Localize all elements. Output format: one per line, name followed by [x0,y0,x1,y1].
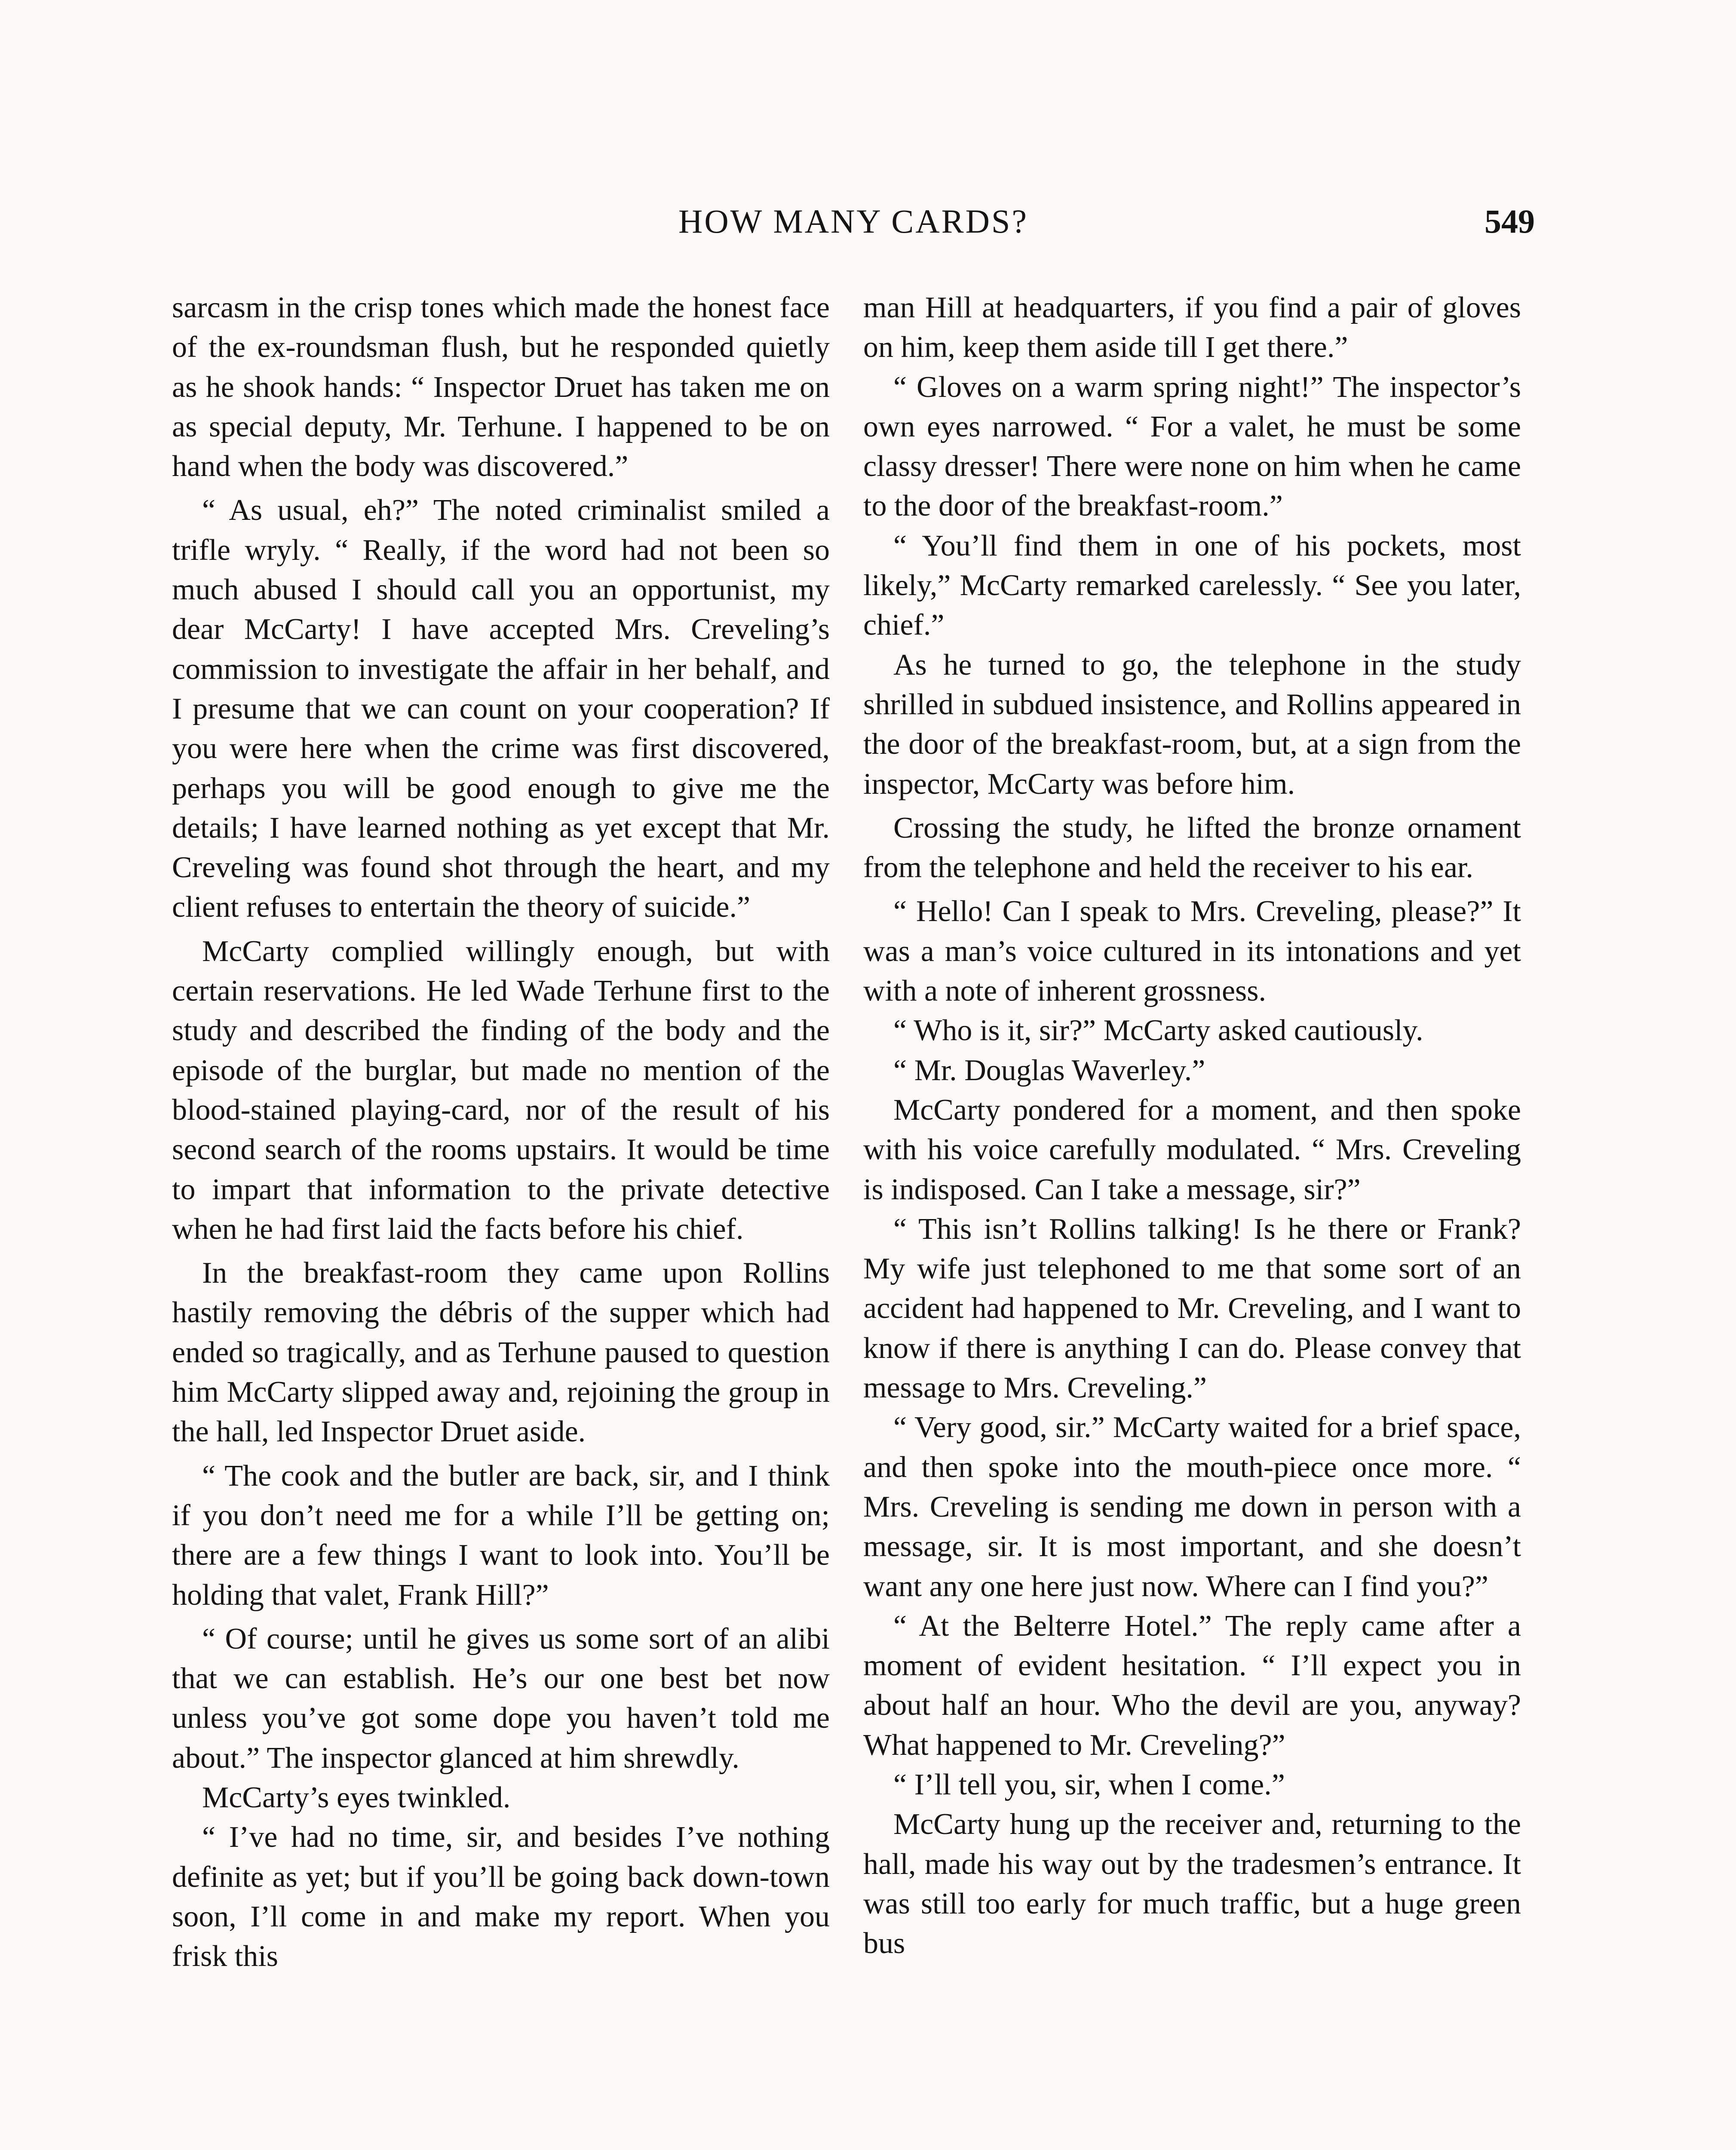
paragraph: “ This isn’t Rollins talking! Is he there or Frank? My wife just telephoned to me that some sort of an accident had happened to Mr. Creveling, and I want to know if there is anything I can do. Please convey that message to Mrs. Creveling.” [863,1212,1521,1405]
paragraph: McCarty pondered for a moment, and then spoke with his voice carefully modulated. “ Mrs. Creveling is indisposed. Can I take a message, sir?” [863,1093,1521,1206]
paragraph: “ The cook and the butler are back, sir, and I think if you don’t need me for a while I’ll be getting on; there are a few things I want to look into. You’ll be holding that valet, Frank Hill?” [172,1459,830,1612]
paragraph: “ At the Belterre Hotel.” The reply came after a moment of evident hesitation. “ I’ll expect you in about half an hour. Who the devil are you, anyway? What happened to Mr. Creveling?” [863,1609,1521,1762]
paragraph: McCarty hung up the receiver and, returning to the hall, made his way out by the tradesmen’s entrance. It was still too early for much traffic, but a huge green bus [863,1808,1521,1960]
paragraph: “ I’ll tell you, sir, when I come.” [893,1768,1285,1801]
paragraph: “ As usual, eh?” The noted criminalist smiled a trifle wryly. “ Really, if the word had not been so much abused I should call you an opportunist, my dear McCarty! I have accepted Mrs. Creveling’s commission to investigate the affair in her behalf, and I presume that we can count on your cooperation? If you were here when the crime was first discovered, perhaps you will be good enough to give me the details; I have learned nothing as yet except that Mr. Creveling was found shot through the heart, and my client refuses to entertain the theory of suicide.” [172,494,830,924]
paragraph: Crossing the study, he lifted the bronze ornament from the telephone and held the receiver to his ear. [863,811,1521,885]
paragraph: “ Mr. Douglas Waverley.” [893,1054,1205,1087]
paragraph: sarcasm in the crisp tones which made the honest face of the ex-roundsman flush, but he responded quietly as he shook hands: “ Inspector Druet has taken me on as special deputy, Mr. Terhune. I happened to be on hand when the body was discovered.” [172,291,830,483]
running-head: HOW MANY CARDS? [678,203,1029,240]
page-header [172,202,1535,254]
paragraph: “ Of course; until he gives us some sort of an alibi that we can establish. He’s our one best bet now unless you’ve got some dope you haven’t told me about.” The inspector glanced at him shrewdly. [172,1622,830,1775]
paragraph: “ Who is it, sir?” McCarty asked cautiously. [893,1014,1423,1047]
paragraph: McCarty’s eyes twinkled. [202,1781,511,1814]
page-number: 549 [1484,203,1535,240]
paragraph: “ I’ve had no time, sir, and besides I’ve nothing definite as yet; but if you’ll be going back down-town soon, I’ll come in and make my report. When you frisk this [172,1821,830,1973]
paragraph: “ You’ll find them in one of his pockets, most likely,” McCarty remarked carelessly. “ See you later, chief.” [863,529,1521,642]
paragraph: In the breakfast-room they came upon Rollins hastily removing the débris of the supper which had ended so tragically, and as Terhune paused to question him McCarty slipped away and, rejoining the group in the hall, led Inspector Druet aside. [172,1256,830,1449]
paragraph: “ Gloves on a warm spring night!” The inspector’s own eyes narrowed. “ For a valet, he must be some classy dresser! There were none on him when he came to the door of the breakfast-room.” [863,370,1521,523]
paragraph: McCarty complied willingly enough, but with certain reservations. He led Wade Terhune first to the study and described the finding of the body and the episode of the burglar, but made no mention of the blood-stained playing-card, nor of the result of his second search of the rooms upstairs. It would be time to impart that information to the private detective when he had first laid the facts before his chief. [172,934,830,1246]
paragraph: “ Very good, sir.” McCarty waited for a brief space, and then spoke into the mouth-piece once more. “ Mrs. Creveling is sending me down in person with a message, sir. It is most important, and she doesn’t want any one here just now. Where can I find you?” [863,1411,1521,1603]
paragraph: “ Hello! Can I speak to Mrs. Creveling, please?” It was a man’s voice cultured in its intonations and yet with a note of inherent grossness. [863,895,1521,1008]
paragraph: As he turned to go, the telephone in the study shrilled in subdued insistence, and Rollins appeared in the door of the breakfast-room, but, at a sign from the inspector, McCarty was before him. [863,648,1521,801]
right-column [863,288,1521,1963]
paragraph: man Hill at headquarters, if you find a pair of gloves on him, keep them aside till I get there.” [863,291,1521,364]
left-column [172,288,830,1976]
